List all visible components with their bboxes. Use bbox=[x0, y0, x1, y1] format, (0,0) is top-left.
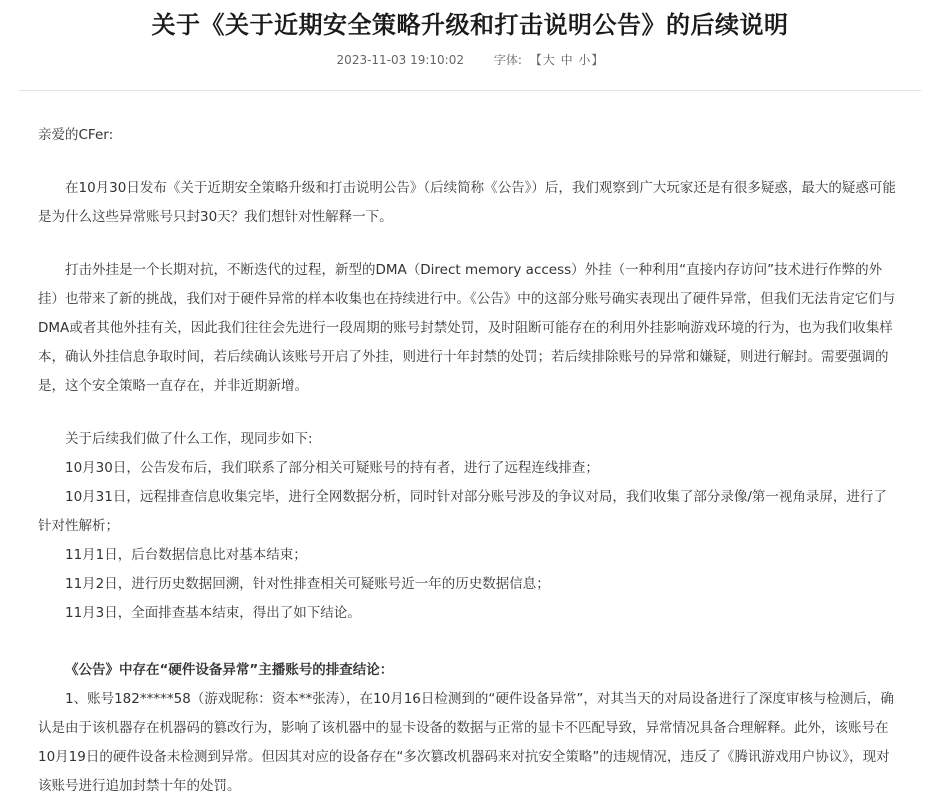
font-bracket-open: 【 bbox=[529, 53, 542, 67]
font-size-medium-button[interactable]: 中 bbox=[560, 53, 573, 67]
conclusion-heading: 《公告》中存在“硬件设备异常”主播账号的排查结论： bbox=[65, 662, 394, 678]
paragraph-dma: 打击外挂是一个长期对抗，不断迭代的过程，新型的DMA（Direct memory access）外挂（一种利用“直接内存访问”技术进行作弊的外挂）也带来了新的挑战，我们对于硬件异常的样本收集也在持续进行中。《公告》中的这部分账号确实表现出了硬件异常，但我们无法肯定它们与DMA或者其他外挂有关，因此我们往往会先进行一段周期的账号封禁处罚，及时阻断可能存在的利用外挂影响游戏环境的行为，也为我们收集样本，确认外挂信息争取时间，若后续确认该账号开启了外挂，则进行十年封禁的处罚；若后续排除账号的异常和嫌疑，则进行解封。需要强调的是，这个安全策略一直存在，并非近期新增。 bbox=[38, 262, 896, 394]
timeline-oct31: 10月31日，远程排查信息收集完毕，进行全网数据分析，同时针对部分账号涉及的争议对局，我们收集了部分录像/第一视角录屏，进行了针对性解析； bbox=[38, 489, 887, 534]
article-meta bbox=[0, 50, 940, 70]
font-bracket-close: 】 bbox=[591, 53, 604, 67]
paragraph-intro: 在10月30日发布《关于近期安全策略升级和打击说明公告》（后续简称《公告》）后，我们观察到广大玩家还是有很多疑惑，最大的疑惑可能是为什么这些异常账号只封30天？我们想针对性解释一下。 bbox=[38, 180, 896, 225]
timeline-nov1: 11月1日，后台数据信息比对基本结束； bbox=[65, 547, 307, 563]
greeting: 亲爱的CFer: bbox=[38, 127, 114, 143]
font-size-small-button[interactable]: 小 bbox=[578, 53, 591, 67]
timeline-nov2: 11月2日，进行历史数据回溯，针对性排查相关可疑账号近一年的历史数据信息； bbox=[65, 576, 550, 592]
font-size-large-button[interactable]: 大 bbox=[542, 53, 555, 67]
article-header bbox=[0, 0, 940, 70]
font-size-label: 字体: bbox=[493, 53, 522, 67]
article-body bbox=[0, 121, 940, 801]
header-divider bbox=[19, 90, 921, 91]
timeline-oct30: 10月30日，公告发布后，我们联系了部分相关可疑账号的持有者，进行了远程连线排查； bbox=[65, 460, 599, 476]
paragraph-followup-intro: 关于后续我们做了什么工作，现同步如下: bbox=[65, 431, 313, 447]
conclusion-item-1: 1、账号182*****58（游戏昵称：资本**张涛），在10月16日检测到的“硬件设备异常”，对其当天的对局设备进行了深度审核与检测后，确认是由于该机器存在机器码的篡改行为，影响了该机器中的显卡设备的数据与正常的显卡不匹配导致，异常情况具备合理解释。此外，该账号在10月19日的硬件设备未检测到异常。但因其对应的设备存在“多次篡改机器码来对抗安全策略”的违规情况，违反了《腾讯游戏用户协议》，现对该账号进行追加封禁十年的处罚。 bbox=[38, 691, 894, 794]
article-title: 关于《关于近期安全策略升级和打击说明公告》的后续说明 bbox=[151, 11, 789, 39]
publish-date: 2023-11-03 19:10:02 bbox=[336, 53, 464, 67]
timeline-nov3: 11月3日，全面排查基本结束，得出了如下结论。 bbox=[65, 605, 361, 621]
